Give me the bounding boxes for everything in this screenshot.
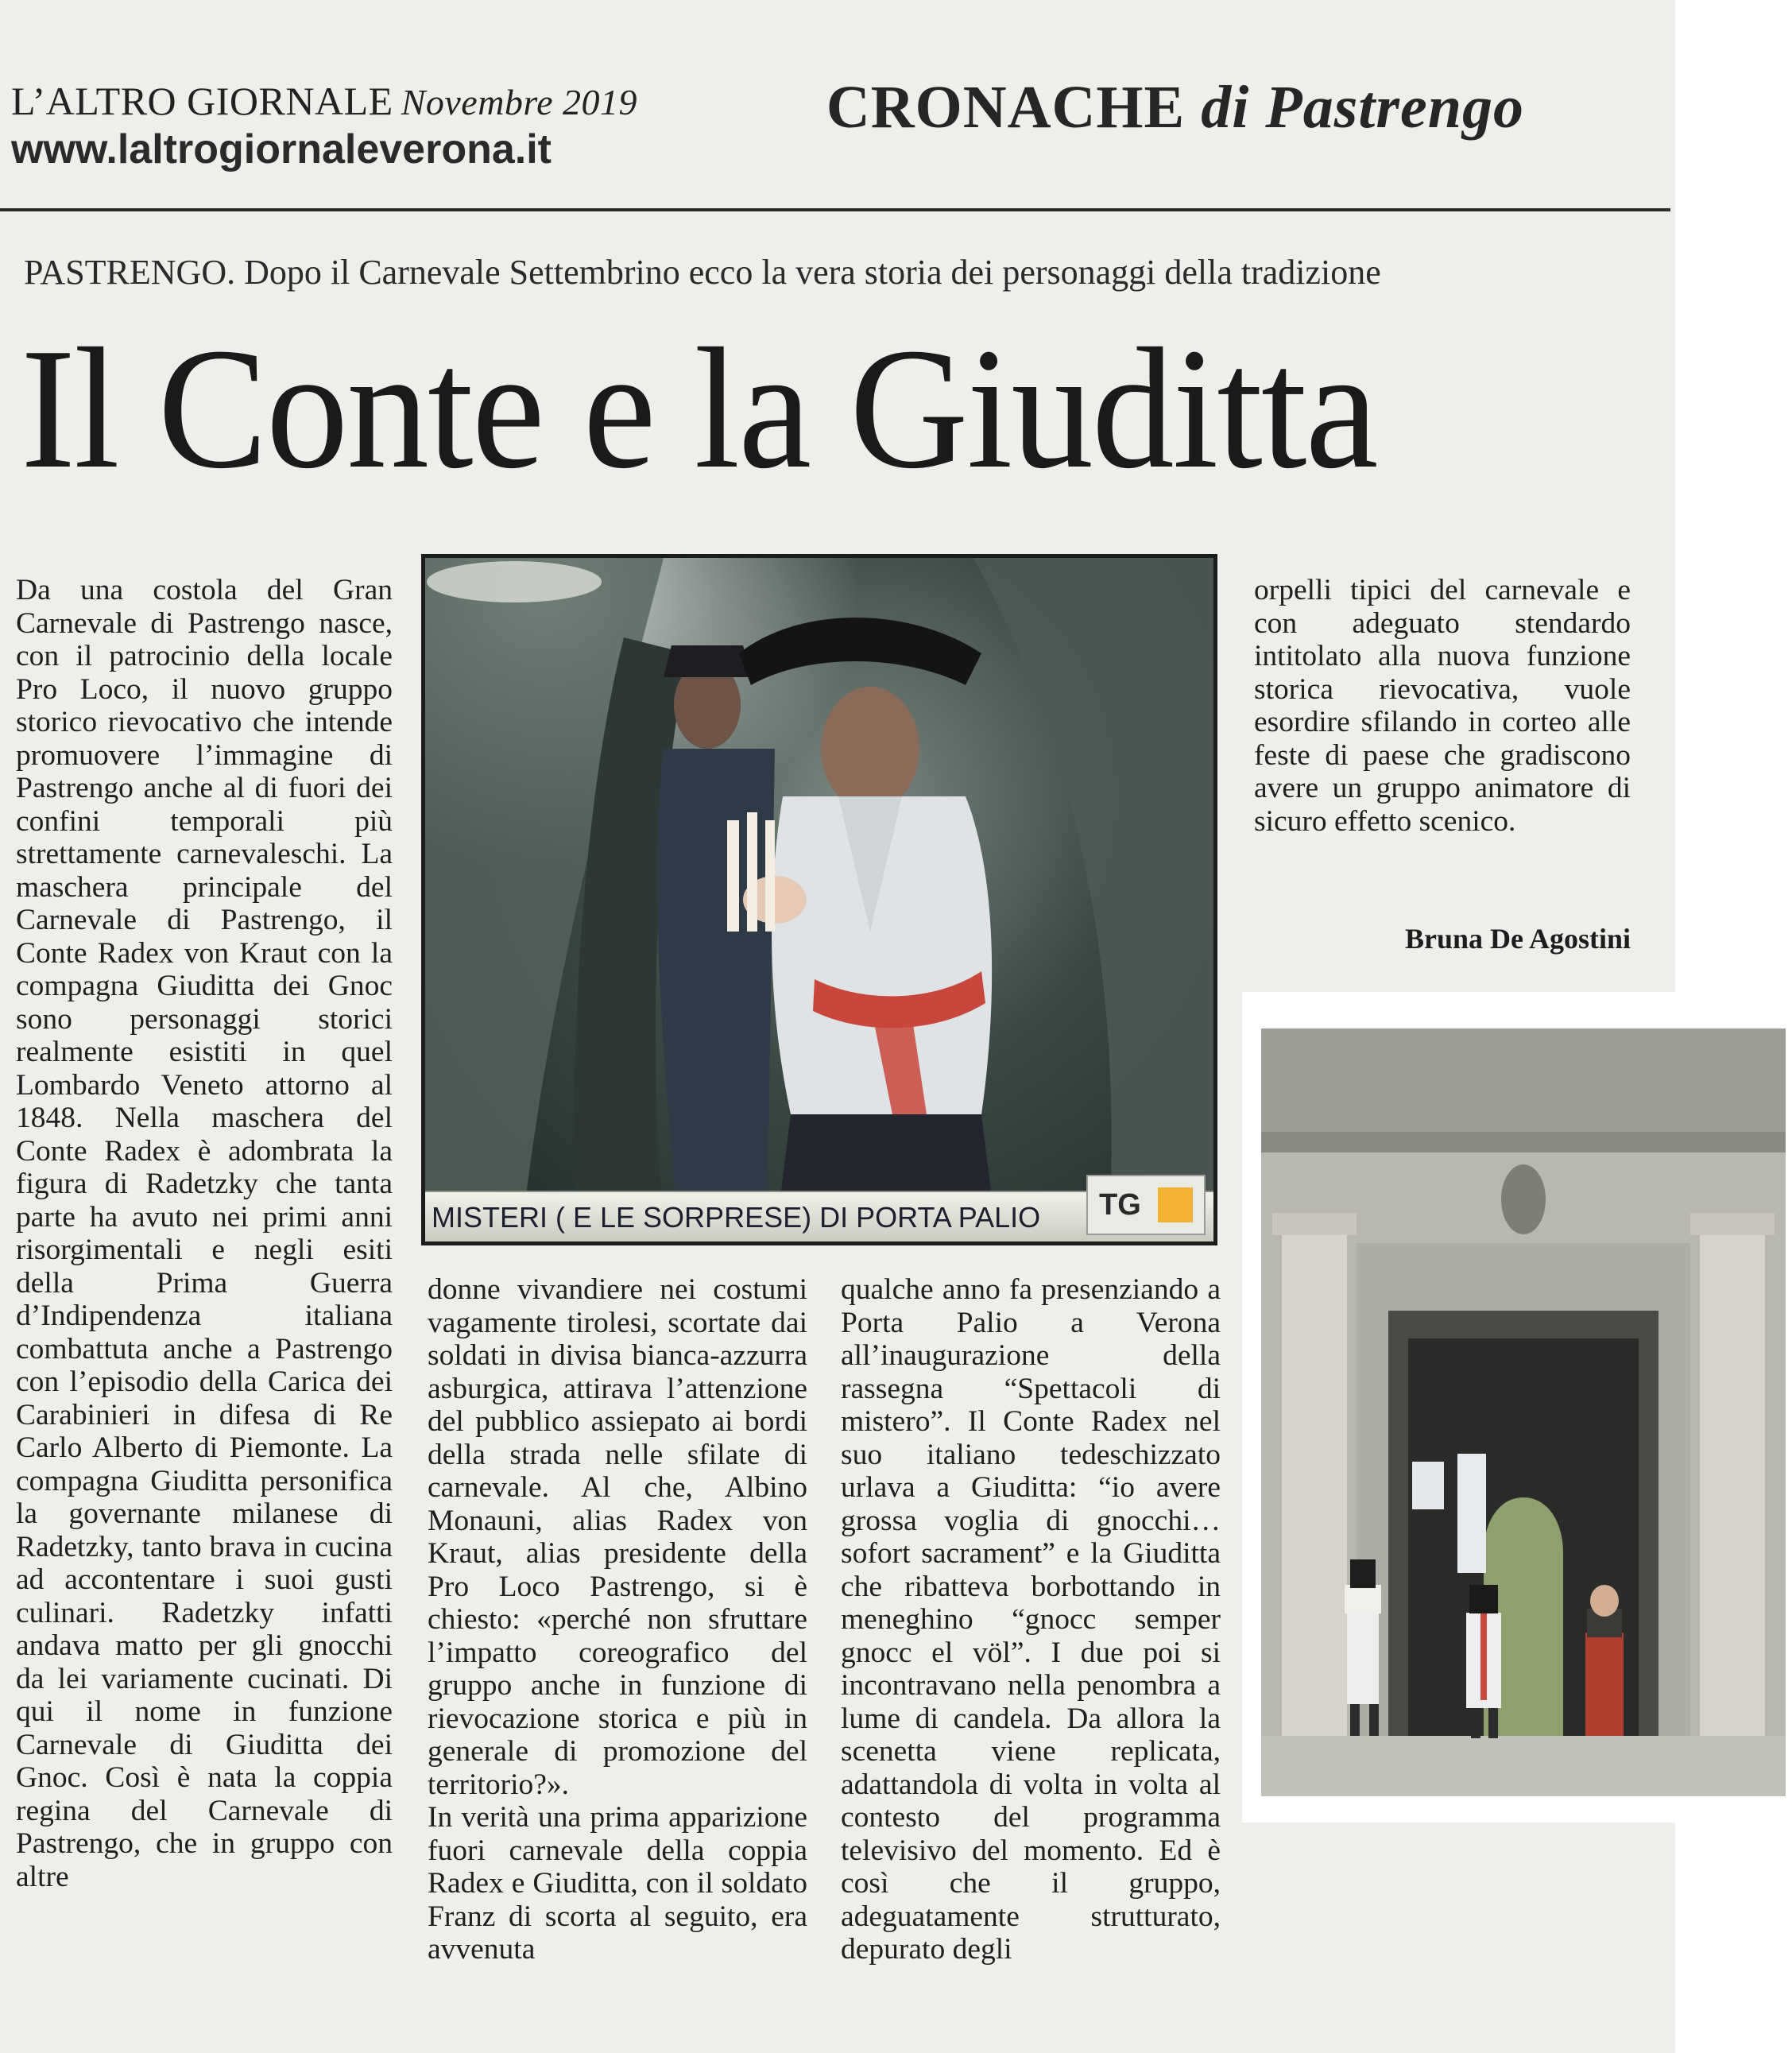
column-2-paragraph-2: In verità una prima apparizione fuori carnevale della coppia Radex e Giuditta, con il soldato Franz di scorta al seguito, era avvenuta [428,1801,807,1966]
porta-palio-photo [1261,1028,1786,1796]
column-2-paragraph-1: donne vivandiere nei costumi vagamente tirolesi, scortate dai soldati in divisa bianca-azzurra asburgica, attirava l’attenzione del pubblico assiepato ai bordi della strada nelle sfilate di carnevale. Al che, Albino Monauni, alias Radex von Kraut, alias presidente della Pro Loco Pastrengo, si è chiesto: «perché non sfruttare l’impatto coreografico del gruppo anche in funzione di rievocazione storica e più in generale di promozione del territorio?». [428,1273,807,1801]
article-byline: Bruna De Agostini [1404,923,1631,955]
costumed-figures-image [425,558,1213,1241]
paper-name: L’ALTRO GIORNALE [11,79,393,123]
column-4-text: orpelli tipici del carnevale e con adeguato stendardo intitolato alla nuova funzione storica rievocativa, vuole esordire sfilando in corteo alle feste di paese che gradiscono avere un gruppo animatore di sicuro effetto scenico. [1254,574,1631,838]
tv-screenshot-photo [421,554,1217,1245]
gate-photo-card [1242,992,1792,1823]
tv-logo-emblem-icon [1158,1187,1193,1222]
website-url: www.laltrogiornaleverona.it [11,126,552,172]
article-headline: Il Conte e la Giuditta [21,313,1377,505]
section-main: CRONACHE [826,74,1186,141]
article-kicker: PASTRENGO. Dopo il Carnevale Settembrino ecco la vera storia dei personaggi della tradizione [24,253,1381,292]
masthead [11,78,637,173]
tv-channel-logo [1086,1175,1206,1235]
paper-name-line [11,78,637,126]
tv-ticker-caption: MISTERI ( E LE SORPRESE) DI PORTA PALIO [425,1191,1213,1241]
article-column-2 [428,1273,807,1966]
article-column-1 [16,574,393,1893]
article-column-4 [1254,574,1631,838]
issue-date: Novembre 2019 [401,82,638,122]
column-3-text: qualche anno fa presenziando a Porta Palio a Verona all’inaugurazione della rassegna “Spettacoli di mistero”. Il Conte Radex nel suo italiano tedeschizzato urlava a Giuditta: “io avere grossa voglia di gnocchi… sofort sacrament” e la Giuditta che ribatteva borbottando in meneghino “gnocc semper gnocc el völ”. I due poi si incontravano nella penombra a lume di candela. Da allora la scenetta viene replicata, adattandola di volta in volta al contesto del programma televisivo del momento. Ed è così che il gruppo, adeguatamente strutturato, depurato degli [841,1273,1221,1966]
section-title [826,73,1524,142]
tv-logo-text: TG [1099,1188,1141,1222]
article-column-3 [841,1273,1221,1966]
section-sub: di Pastrengo [1201,74,1524,141]
column-1-text: Da una costola del Gran Carnevale di Pastrengo nasce, con il patrocinio della locale Pro Loco, il nuovo gruppo storico rievocativo che intende promuovere l’immagine di Pastrengo anche al di fuori dei confini temporali più strettamente carnevaleschi. La maschera principale del Carnevale di Pastrengo, il Conte Radex von Kraut con la compagna Giuditta dei Gnoc sono personaggi storici realmente esistiti in quel Lombardo Veneto attorno al 1848. Nella maschera del Conte Radex è adombrata la figura di Radetzky che tanta parte ha avuto nei primi anni risorgimentali e negli esiti della Prima Guerra d’Indipendenza italiana combattuta anche a Pastrengo con l’episodio della Carica dei Carabinieri in difesa di Re Carlo Alberto di Piemonte. La compagna Giuditta personifica la governante milanese di Radetzky, tanto brava in cucina ad accontentare i suoi gusti culinari. Radetzky infatti andava matto per gli gnocchi da lei variamente cucinati. Di qui il nome in funzione Carnevale di Giuditta dei Gnoc. Così è nata la coppia regina del Carnevale di Pastrengo, che in gruppo con altre [16,574,393,1893]
masthead-rule [0,208,1670,211]
